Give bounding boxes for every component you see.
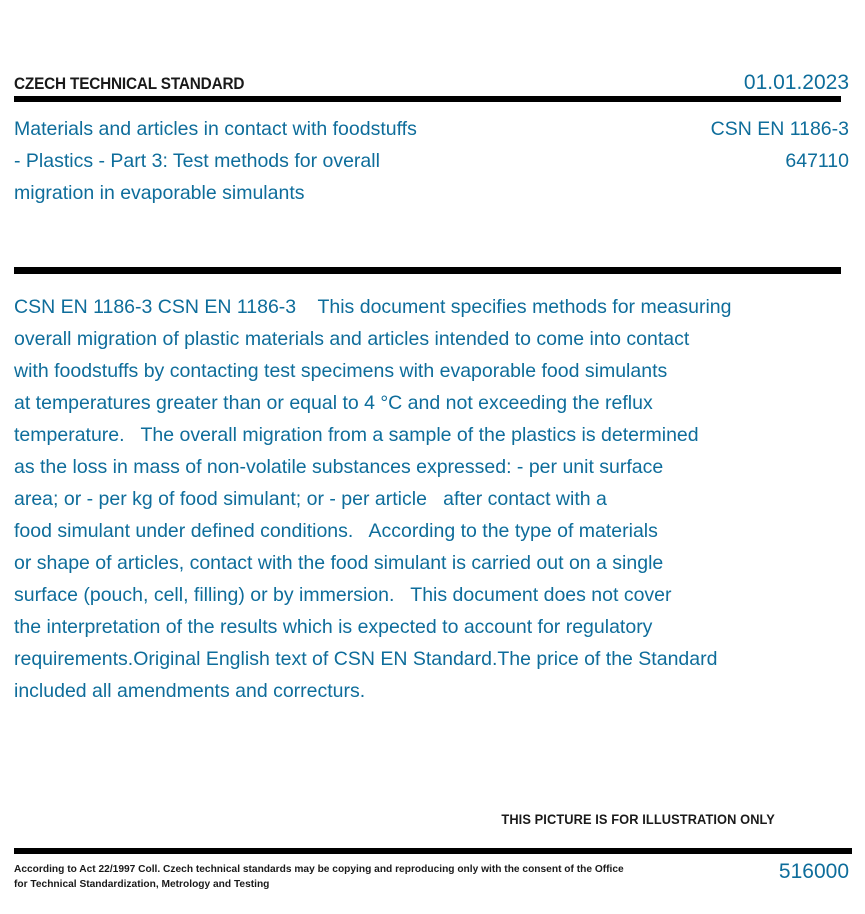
abstract-line: requirements.Original English text of CSN EN Standard.The price of the Standard <box>14 648 718 670</box>
order-number: 516000 <box>778 860 849 883</box>
abstract-line: with foodstuffs by contacting test specimens with evaporable food simulants <box>14 360 668 382</box>
header-divider-rule <box>14 96 841 102</box>
document-header <box>14 72 849 96</box>
copyright-notice <box>14 862 624 891</box>
abstract-line: area; or - per kg of food simulant; or - per article after contact with a <box>14 488 607 510</box>
standard-title-block <box>14 113 849 209</box>
copyright-notice-line: According to Act 22/1997 Coll. Czech technical standards may be copying and reproducing only with the consent of the Office <box>14 863 624 875</box>
title-line: - Plastics - Part 3: Test methods for overall <box>14 150 380 172</box>
illustration-disclaimer: THIS PICTURE IS FOR ILLUSTRATION ONLY <box>501 812 775 827</box>
abstract-divider-rule <box>14 267 841 274</box>
abstract-line: surface (pouch, cell, filling) or by immersion. This document does not cover <box>14 584 672 606</box>
copyright-notice-line: for Technical Standardization, Metrology and Testing <box>14 877 270 890</box>
standard-designation: CSN EN 1186-3 <box>710 118 849 140</box>
standard-classification-number: 647110 <box>785 150 849 172</box>
title-line: Materials and articles in contact with foodstuffs <box>14 118 417 140</box>
document-type-label: CZECH TECHNICAL STANDARD <box>14 75 245 93</box>
abstract-line: temperature. The overall migration from a sample of the plastics is determined <box>14 424 699 446</box>
abstract-line: at temperatures greater than or equal to 4 °C and not exceeding the reflux <box>14 392 653 414</box>
abstract-line: overall migration of plastic materials and articles intended to come into contact <box>14 328 690 350</box>
abstract-line: or shape of articles, contact with the food simulant is carried out on a single <box>14 552 664 574</box>
title-line: migration in evaporable simulants <box>14 182 305 204</box>
abstract-line: included all amendments and correcturs. <box>14 680 366 702</box>
footer-divider-rule <box>14 848 852 854</box>
abstract-line: food simulant under defined conditions. According to the type of materials <box>14 520 658 542</box>
abstract-line: CSN EN 1186-3 CSN EN 1186-3 This document specifies methods for measuring <box>14 296 732 318</box>
standard-title <box>14 113 417 209</box>
abstract-line: as the loss in mass of non-volatile substances expressed: - per unit surface <box>14 456 664 478</box>
standard-abstract <box>14 291 849 707</box>
publication-date: 01.01.2023 <box>743 71 849 94</box>
abstract-line: the interpretation of the results which is expected to account for regulatory <box>14 616 653 638</box>
standard-identifiers <box>711 113 849 177</box>
